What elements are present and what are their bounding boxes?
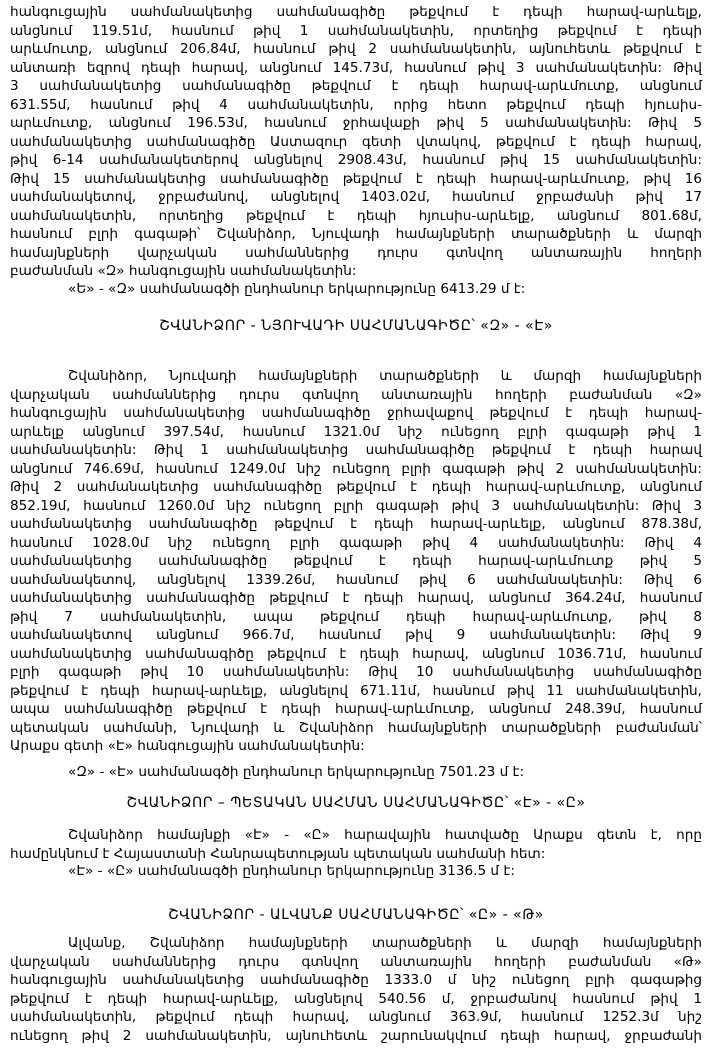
text-line: Արաքս գետի «Է» հանգուցային սահմանակետին: (10, 738, 365, 754)
length-total-e-z: «Ե» - «Զ» սահմանագծի ընդհանուր երկարությունը 6413.29 մ է: (68, 281, 526, 297)
text-line: 631.55մ, հասնում թիվ 4 սահմանակետին, որից հետո թեքվում դեպի հյուսիս- (10, 96, 702, 113)
text-line: վարչական սահմաններից դուրս գտնվող անտառային հողերի բաժանման «Թ» (10, 953, 702, 970)
length-total-z-e: «Զ» - «Է» սահմանագծի ընդհանուր երկարությունը 7501.23 մ է: (68, 764, 525, 780)
text-line: հասնում բլրի գագաթի՝ Շվանիձոր, Նյուվադի համայնքների տարածքների և մարզի (10, 226, 702, 242)
text-line: հանգուցային սահմանակետից սահմանագիծը ջրհավաքով թեքվում է դեպի հարավ- (10, 405, 702, 421)
text-line: ապա սահմանագիծը թեքվում է դեպի հարավ-արևմուտք, անցնում 248.39մ, հասնում (10, 701, 702, 717)
text-line: 3 սահմանակետից սահմանագիծը թեքվում է դեպի հարավ-արևմուտք, անցնում (10, 78, 702, 94)
text-line: Թիվ 2 սահմանակետից սահմանագիծը թեքվում է դեպի հարավ-արևմուտք, անցնում (10, 479, 702, 495)
section-heading-z-e: ՇՎԱՆԻՁՈՐ - ՆՅՈՒՎԱԴԻ ՍԱՀՄԱՆԱԳԻԾԸ՝ «Զ» - «Է» (159, 318, 553, 334)
text-line: արևմուտք, անցնում 206.84մ, հասնում թիվ 2 սահմանակետին, այնուհետև թեքվում է (10, 41, 702, 57)
text-line: թեքվում է դեպի հարավ-արևելք, անցնելով 671.11մ, հասնում թիվ 11 սահմանակետին, (10, 682, 702, 699)
paragraph-e-z-description (10, 3, 702, 281)
text-line: Ալվանք, Շվանիձոր համայնքների տարածքների և մարզի համայնքների (68, 935, 702, 951)
paragraph-e-y-description (10, 826, 702, 863)
text-line: 852.19մ, հասնում 1260.0մ նիշ ունեցող բլրի գագաթի թիվ 3 սահմանակետին: Թիվ 3 (10, 497, 702, 514)
text-line: ունեցող թիվ 2 սահմանակետին, այնուհետև շարունակվում դեպի հարավ, ջրբաժանի (10, 1027, 702, 1044)
text-line: հանգուցային սահմանակետից սահմանագիծը 1333.0 մ նիշ ունեցող բլրի գագաթից (10, 972, 702, 988)
text-line: սահմանակետով, անցնելով 1339.26մ, հասնում թիվ 6 սահմանակետին: Թիվ 6 (10, 571, 702, 588)
text-line: սահմանակետից սահմանագիծը թեքվում է դեպի հարավ-արևելք, անցնում 878.38մ, (10, 516, 702, 532)
text-line: թիվ 7 սահմանակետին, ապա թեքվում դեպի հարավ-արևմուտք, թիվ 8 (10, 608, 702, 625)
section-heading-e-y: ՇՎԱՆԻՁՈՐ – ՊԵՏԱԿԱՆ ՍԱՀՄԱՆ ՍԱՀՄԱՆԱԳԻԾԸ՝ «Է» - «Ը» (126, 795, 586, 811)
text-line: սահմանակետից սահմանագիծը թեքվում է դեպի հարավ, անցնում 364.24մ, հասնում (10, 590, 702, 606)
section-heading-y-t: ՇՎԱՆԻՁՈՐ - ԱԼՎԱՆՔ ՍԱՀՄԱՆԱԳԻԾԸ՝ «Ը» - «Թ» (168, 907, 544, 923)
text-line: բաժանման «Զ» հանգուցային սահմանակետին: (10, 263, 357, 279)
text-line: արևմուտք, անցնում 196.53մ, հասնում ջրհավաքի թիվ 5 սահմանակետին: Թիվ 5 (10, 115, 702, 131)
text-line: Շվանիձոր համայնքի «Է» - «Ը» հարավային հատվածը Արաքս գետն է, որը (68, 827, 702, 843)
text-line: անցնում 119.51մ, հասնում թիվ 1 սահմանակետին, որտեղից թեքվում է դեպի (10, 22, 702, 39)
text-line: անցնում 746.69մ, հասնում 1249.0մ նիշ ունեցող բլրի գագաթի թիվ 2 սահմանակետին: (10, 460, 702, 477)
text-line: հասնում 1028.0մ նիշ ունեցող բլրի գագաթի թիվ 4 սահմանակետին: Թիվ 4 (10, 534, 702, 551)
text-line: սահմանակետով, ջրբաժանով, անցնելով 1403.02մ, հասնում ջրբաժանի թիվ 17 (10, 189, 702, 205)
text-line: վարչական սահմաններից դուրս գտնվող անտառային հողերի բաժանման «Զ» (10, 386, 702, 403)
text-line: սահմանակետին, որտեղից թեքվում է դեպի հյուսիս-արևելք, անցնում 801.68մ, (10, 207, 702, 224)
text-line: անտառի եզրով դեպի հարավ, անցնում 145.73մ, հասնում թիվ 3 սահմանակետին: Թիվ (10, 59, 702, 76)
text-line: սահմանակետից սահմանագիծը թեքվում է դեպի հարավ-արևմուտք թիվ 5 (10, 553, 702, 569)
paragraph-y-t-description (10, 934, 702, 1045)
text-line: թիվ 6-14 սահմանակետերով անցնելով 2908.43մ, հասնում թիվ 15 սահմանակետին: (10, 152, 702, 168)
text-line: Թիվ 15 սահմանակետից սահմանագիծը թեքվում է դեպի հարավ-արևմուտք, թիվ 16 (10, 170, 702, 187)
text-line: սահմանակետին: Թիվ 1 սահմանակետից սահմանագիծը թեքվում է դեպի հարավ (10, 442, 702, 458)
text-line: սահմանակետին, թեքվում դեպի հարավ, անցնում 363.9մ, հասնում 1252.3մ նիշ (10, 1009, 702, 1025)
text-line: համընկնում է Հայաստանի Հանրապետության պետական սահմանի հետ: (10, 845, 546, 862)
text-line: թեքվում է դեպի հարավ-արևելք, անցնելով 540.56 մ, ջրբաժանով հասնում թիվ 1 (10, 990, 702, 1007)
text-line: սահմանակետով անցնում 966.7մ, հասնում թիվ 9 սահմանակետին: Թիվ 9 (10, 627, 702, 643)
text-line: բլրի գագաթի թիվ 10 սահմանակետին: Թիվ 10 սահմանակետից սահմանագիծը (10, 664, 702, 680)
text-line: սահմանակետից սահմանագիծը թեքվում է դեպի հարավ, անցնում 1036.71մ, հասնում (10, 645, 702, 662)
text-line: պետական սահմանի, Նյուվադի և Շվանիձոր համայնքների տարածքների բաժանման՝ (10, 719, 702, 736)
text-line: արևելք անցնում 397.54մ, հասնում 1321.0մ նիշ ունեցող բլրի գագաթի թիվ 1 (10, 423, 702, 440)
text-line: սահմանակետից սահմանագիծը Աստազուր գետի վտակով, թեքվում է դեպի հարավ, (10, 133, 702, 150)
paragraph-z-e-description (10, 367, 702, 756)
text-line: Շվանիձոր, Նյուվադի համայնքների տարածքների և մարզի համայնքների (68, 368, 702, 384)
text-line: հանգուցային սահմանակետից սահմանագիծը թեքվում է դեպի հարավ-արևելք, (10, 4, 702, 20)
text-line: համայնքների վարչական սահմաններից դուրս գտնվող անտառային հողերի (10, 244, 702, 261)
length-total-e-y: «Է» - «Ը» սահմանագծի ընդհանուր երկարությունը 3136.5 մ է: (68, 863, 515, 879)
